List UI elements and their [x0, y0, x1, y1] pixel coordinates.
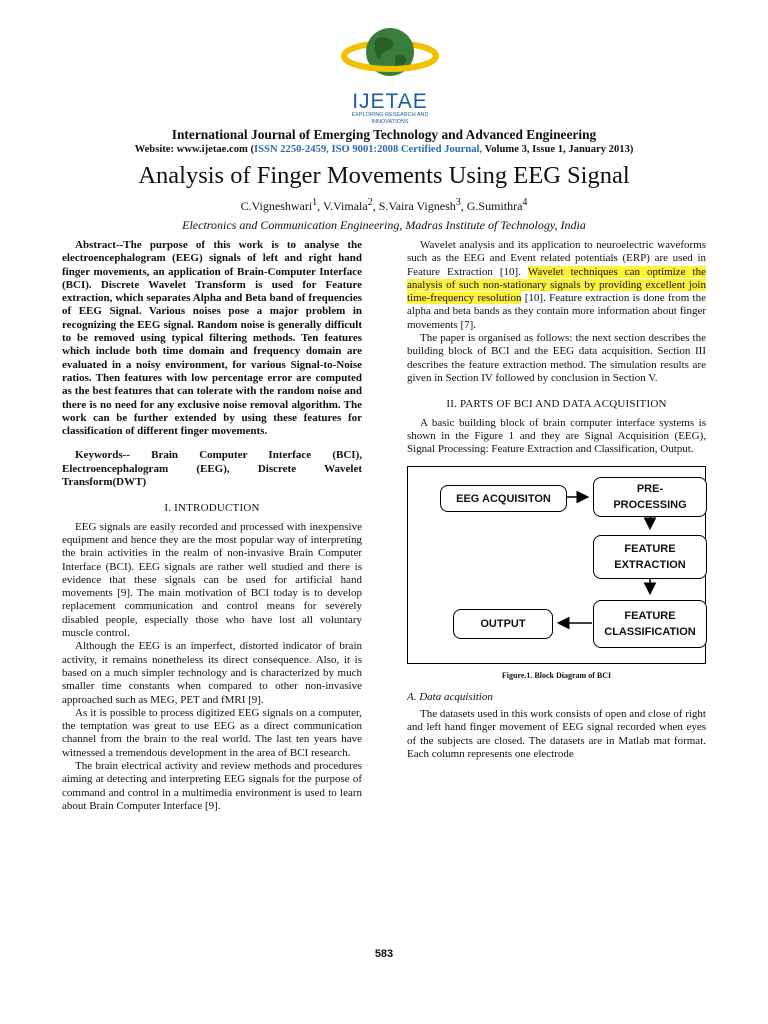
data-acquisition-paragraph: The datasets used in this work consists of open and close of right and left hand finger movement of EEG signal recorded when eyes of the subjects are closed. The datasets are in Matlab mat format. Each column represents one electrode	[407, 708, 706, 760]
eeg-acquisition-block: EEG ACQUISITON	[440, 485, 567, 512]
intro-paragraph: Although the EEG is an imperfect, distorted indicator of brain activity, it remains nonetheless its direct consequence. Also, it is based on a much simpler technology and is characterized by much smaller time constants when compared to other non-invasive approached such as MEG, PET and fMRI [9].	[62, 640, 362, 706]
subsection-heading-data-acquisition: A. Data acquisition	[407, 690, 493, 703]
affiliation: Electronics and Communication Engineering, Madras Institute of Technology, India	[182, 218, 586, 232]
intro-paragraph: As it is possible to process digitized EEG signals on a computer, the temptation was great to use EEG as a direct communication channel from the brain to the real world. The last ten years have witnessed a tremendous development in the area of BCI research.	[62, 706, 362, 759]
intro-paragraph: The brain electrical activity and review methods and procedures aiming at detecting and interpreting EEG signals for the purpose of command and control in a multimedia environment is used to learn about Brain Computer Interface [9].	[62, 759, 362, 812]
author-sup: 2	[367, 197, 373, 208]
left-column	[62, 239, 362, 813]
author-name: S.Vaira Vignesh	[378, 199, 456, 213]
author-sup: 3	[455, 197, 461, 208]
journal-website	[0, 144, 768, 155]
figure-caption: Figure.1. Block Diagram of BCI	[501, 671, 612, 681]
paper-title: Analysis of Finger Movements Using EEG Signal	[138, 162, 630, 189]
author-name: G.Sumithra	[466, 199, 523, 213]
author-list: C.Vigneshwari$^1$, V.Vimala$^2$, S.Vaira Vignesh$^3$, G.Sumithra$^4$	[240, 197, 528, 213]
journal-name: International Journal of Emerging Technology and Advanced Engineering	[171, 127, 597, 142]
bci-block-diagram	[407, 466, 706, 664]
issn-info: ISSN 2250-2459, ISO 9001:2008 Certified Journal,	[254, 144, 483, 155]
author-name: V.Vimala	[322, 199, 368, 213]
page-number: 583	[374, 948, 394, 960]
logo-tagline: EXPLORING RESEARCH AND INNOVATIONS	[351, 112, 429, 125]
website-label: Website: www.ijetae.com (	[134, 144, 255, 155]
section-paragraph: A basic building block of brain computer interface systems is shown in the Figure 1 and they are Signal Acquisition (EEG), Signal Processing: Feature Extraction and Classification, Output.	[407, 416, 706, 456]
author-name: C.Vigneshwari	[240, 199, 313, 213]
section-heading-introduction: I. INTRODUCTION	[164, 502, 260, 515]
pre-processing-block: PRE- PROCESSING	[593, 477, 707, 517]
feature-extraction-block: FEATURE EXTRACTION	[593, 535, 707, 579]
text-run: Wavelet analysis and its application to neuroelectric waveforms such as the EEG and Event related potentials (ERP) are used in Feature Extraction [10].	[407, 239, 706, 278]
feature-classification-block: FEATURE CLASSIFICATION	[593, 600, 707, 648]
output-block: OUTPUT	[453, 609, 553, 639]
organisation-paragraph: The paper is organised as follows: the next section describes the building block of BCI and the EEG data acquisition. Section III describes the feature extraction method. The simulation results are given in Section IV followed by conclusion in Section V.	[407, 332, 706, 384]
journal-logo	[335, 14, 445, 125]
section-heading-parts-of-bci: II. PARTS OF BCI AND DATA ACQUISITION	[446, 398, 667, 411]
author-sup: 1	[312, 197, 318, 208]
right-column	[407, 239, 706, 761]
author-sup: 4	[522, 197, 528, 208]
logo-title: IJETAE	[352, 90, 428, 113]
wavelet-paragraph	[407, 239, 706, 332]
volume-info: Volume 3, Issue 1, January 2013)	[482, 144, 634, 155]
intro-paragraph: EEG signals are easily recorded and processed with inexpensive equipment and hence they are the most popular way of interpreting the brain activities in the realm of non-invasive Brain Computer Interface (BCI). EEG signals are rather well studied and there is evidence that these signals can be used for artificial hand movements [9]. The main motivation of BCI today is to develop replacement communication and control means for severely disabled people, especially those who have lost all voluntary muscle control.	[62, 520, 362, 640]
text-run: [10]. Feature extraction is done from the alpha and beta bands as they contain more information about finger movements [7].	[407, 292, 706, 331]
keywords: Keywords-- Brain Computer Interface (BCI), Electroencephalogram (EEG), Discrete Wavelet Transform(DWT)	[62, 449, 362, 489]
globe-icon	[335, 14, 445, 94]
highlighted-text: Wavelet techniques can optimize the analysis of such non-stationary signals by providing excellent join time-frequency resolution	[407, 265, 706, 305]
abstract: Abstract--The purpose of this work is to analyse the electroencephalogram (EEG) signals of left and right hand finger movements, an application of Brain-Computer Interface (BCI). Discrete Wavelet Transform is used for Feature extraction, which separates Alpha and Beta band of frequencies of EEG Signal. Various noises pose a major problem in recognizing the EEG signal. Random noise is generally difficult to be removed using typical filtering methods. Ten features which include both time domain and frequency domain are evaluated in a noisy environment, for various Signal-to-Noise ratios. Then features with low percentage error are computed as the best features that can tolerate with the random noise and there is no need for any exclusive noise removal algorithm. The work can be further extended by using these features for classification of different finger movements.	[62, 239, 362, 438]
